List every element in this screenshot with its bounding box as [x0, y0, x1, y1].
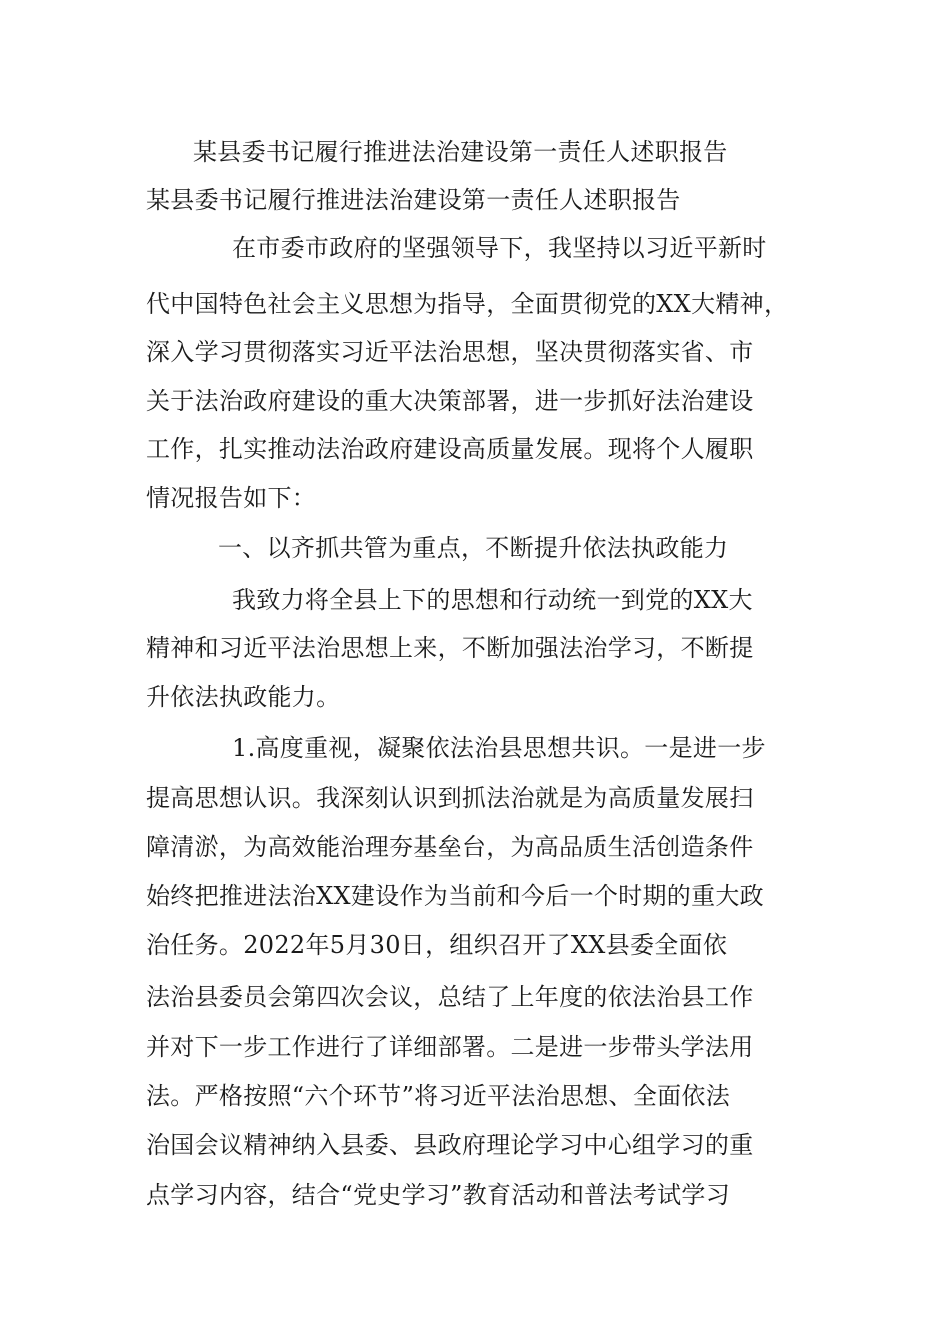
body-line: 治国会议精神纳入县委、县政府理论学习中心组学习的重	[146, 1131, 754, 1159]
document-subtitle: 某县委书记履行推进法治建设第一责任人述职报告	[146, 186, 681, 214]
section-heading: 一、以齐抓共管为重点，不断提升依法执政能力	[218, 534, 729, 562]
body-line: 始终把推进法治XX建设作为当前和今后一个时期的重大政	[146, 882, 764, 910]
body-line: 1.高度重视，凝聚依法治县思想共识。一是进一步	[232, 734, 766, 762]
body-line: 工作，扎实推动法治政府建设高质量发展。现将个人履职	[146, 435, 754, 463]
body-line: 法治县委员会第四次会议，总结了上年度的依法治县工作	[146, 983, 754, 1011]
body-line: 深入学习贯彻落实习近平法治思想，坚决贯彻落实省、市	[146, 338, 754, 366]
body-line: 我致力将全县上下的思想和行动统一到党的XX大	[232, 586, 753, 614]
body-line: 法。严格按照“六个环节”将习近平法治思想、全面依法	[146, 1082, 731, 1110]
body-line: 代中国特色社会主义思想为指导，全面贯彻党的XX大精神，	[146, 290, 789, 318]
body-line: 情况报告如下：	[146, 484, 317, 512]
body-line: 在市委市政府的坚强领导下，我坚持以习近平新时	[232, 234, 767, 262]
body-line: 精神和习近平法治思想上来，不断加强法治学习，不断提	[146, 634, 754, 662]
body-line: 提高思想认识。我深刻认识到抓法治就是为高质量发展扫	[146, 784, 754, 812]
body-line: 障清淤，为高效能治理夯基垒台，为高品质生活创造条件	[146, 833, 754, 861]
document-title: 某县委书记履行推进法治建设第一责任人述职报告	[193, 138, 728, 166]
body-line: 关于法治政府建设的重大决策部署，进一步抓好法治建设	[146, 387, 754, 415]
body-line: 点学习内容，结合“党史学习”教育活动和普法考试学习	[146, 1181, 731, 1209]
body-line: 并对下一步工作进行了详细部署。二是进一步带头学法用	[146, 1033, 754, 1061]
body-line: 治任务。2022年5月30日，组织召开了XX县委全面依	[146, 931, 728, 959]
body-line: 升依法执政能力。	[146, 683, 341, 711]
